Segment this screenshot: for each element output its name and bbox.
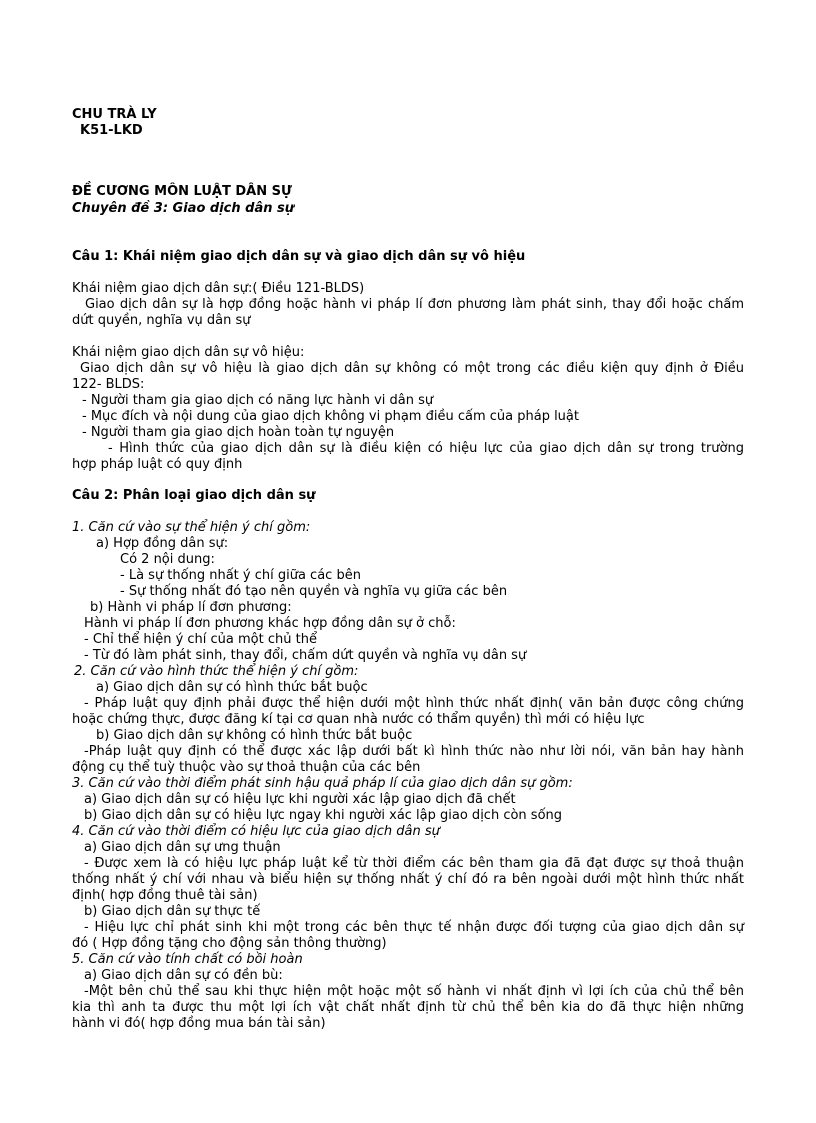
q2-item: - Từ đó làm phát sinh, thay đổi, chấm dứt quyền và nghĩa vụ dân sự	[84, 648, 527, 663]
q1-condition: - Người tham gia giao dịch hoàn toàn tự nguyện	[82, 425, 395, 440]
q2-item: kia thì anh ta được thu một lợi ích vật chất nhất định từ chủ thể bên kia do đã thực hiện những	[72, 1000, 744, 1015]
q1-def-label: Khái niệm giao dịch dân sự:( Điều 121-BLDS)	[72, 281, 365, 296]
q2-item: thống nhất ý chí với nhau và biểu hiện sự thống nhất ý chí đó ra bên ngoài dưới một hình thức nhất	[72, 872, 744, 887]
q2-item: hoặc chứng thực, được đăng kí tại cơ quan nhà nước có thẩm quyền) thì mới có hiệu lực	[72, 712, 645, 727]
q2-item: a) Giao dịch dân sự ưng thuận	[84, 840, 281, 855]
q2-section-title: 3. Căn cứ vào thời điểm phát sinh hậu quả pháp lí của giao dịch dân sự gồm:	[72, 776, 573, 791]
q2-item: a) Giao dịch dân sự có đền bù:	[84, 968, 283, 983]
q2-item: - Hiệu lực chỉ phát sinh khi một trong các bên thực tế nhận được đối tượng của giao dịch dân sự	[84, 920, 744, 935]
q1-condition: hợp pháp luật có quy định	[72, 457, 243, 472]
q2-item: định( hợp đồng thuê tài sản)	[72, 888, 258, 903]
q2-item: - Sự thống nhất đó tạo nên quyền và nghĩa vụ giữa các bên	[120, 584, 508, 599]
q2-item: -Pháp luật quy định có thể được xác lập dưới bất kì hình thức nào như lời nói, văn bản hay hành	[84, 744, 744, 759]
author-class: K51-LKD	[80, 123, 143, 138]
doc-subtitle: Chuyên đề 3: Giao dịch dân sự	[72, 201, 294, 216]
author-name: CHU TRÀ LY	[72, 107, 157, 122]
q2-item: a) Giao dịch dân sự có hình thức bắt buộc	[96, 680, 368, 695]
q1-def-text: dứt quyền, nghĩa vụ dân sự	[72, 313, 251, 328]
q1-condition: - Mục đích và nội dung của giao dịch không vi phạm điều cấm của pháp luật	[82, 409, 579, 424]
q2-item: b) Hành vi pháp lí đơn phương:	[90, 600, 292, 615]
q2-item: b) Giao dịch dân sự thực tế	[84, 904, 261, 919]
q1-void-label: Khái niệm giao dịch dân sự vô hiệu:	[72, 345, 305, 360]
q2-item: hành vi đó( hợp đồng mua bán tài sản)	[72, 1016, 326, 1031]
q1-condition: - Người tham gia giao dịch có năng lực hành vi dân sự	[82, 393, 434, 408]
q2-item: - Chỉ thể hiện ý chí của một chủ thể	[84, 632, 317, 647]
q2-item: b) Giao dịch dân sự có hiệu lực ngay khi người xác lập giao dịch còn sống	[84, 808, 563, 823]
q2-item: Hành vi pháp lí đơn phương khác hợp đồng dân sự ở chỗ:	[84, 616, 456, 631]
q2-item: - Được xem là có hiệu lực pháp luật kể từ thời điểm các bên tham gia đã đạt được sự thoả thuận	[84, 856, 744, 871]
q2-item: - Là sự thống nhất ý chí giữa các bên	[120, 568, 361, 583]
q1-void-text: 122- BLDS:	[72, 377, 145, 392]
q2-section-title: 1. Căn cứ vào sự thể hiện ý chí gồm:	[72, 520, 311, 535]
q2-item: Có 2 nội dung:	[120, 552, 215, 567]
q1-condition: - Hình thức của giao dịch dân sự là điều kiện có hiệu lực của giao dịch dân sự trong trường	[108, 441, 744, 456]
q2-item: a) Hợp đồng dân sự:	[96, 536, 229, 551]
q2-item: -Một bên chủ thể sau khi thực hiện một hoặc một số hành vi nhất định vì lợi ích của chủ thể bên	[84, 984, 744, 999]
q2-item: - Pháp luật quy định phải được thể hiện dưới một hình thức nhất định( văn bản được công chứng	[84, 696, 744, 711]
q1-def-text: Giao dịch dân sự là hợp đồng hoặc hành vi pháp lí đơn phương làm phát sinh, thay đổi hoặc chấm	[85, 297, 744, 312]
q2-section-title: 5. Căn cứ vào tính chất có bồi hoàn	[72, 952, 303, 967]
q2-section-title: 4. Căn cứ vào thời điểm có hiệu lực của giao dịch dân sự	[72, 824, 440, 839]
q2-section-title: 2. Căn cứ vào hình thức thể hiện ý chí gồm:	[74, 664, 359, 679]
q1-void-text: Giao dịch dân sự vô hiệu là giao dịch dân sự không có một trong các điều kiện quy định ở Điều	[80, 361, 744, 376]
q2-item: đó ( Hợp đồng tặng cho động sản thông thường)	[72, 936, 387, 951]
q2-item: a) Giao dịch dân sự có hiệu lực khi người xác lập giao dịch đã chết	[84, 792, 516, 807]
q2-item: động cụ thể tuỳ thuộc vào sự thoả thuận của các bên	[72, 760, 421, 775]
q2-item: b) Giao dịch dân sự không có hình thức bắt buộc	[96, 728, 413, 743]
doc-title: ĐỀ CƯƠNG MÔN LUẬT DÂN SỰ	[72, 184, 292, 199]
q2-heading: Câu 2: Phân loại giao dịch dân sự	[72, 488, 316, 503]
q1-heading: Câu 1: Khái niệm giao dịch dân sự và giao dịch dân sự vô hiệu	[72, 249, 526, 264]
